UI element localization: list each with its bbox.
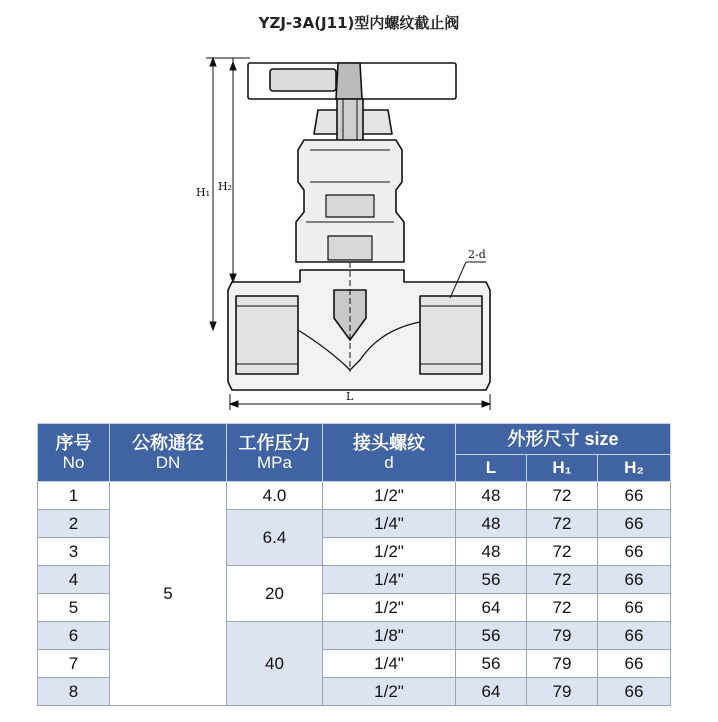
- cell-h2: 66: [598, 622, 671, 650]
- cell-thread: 1/2": [323, 594, 456, 622]
- cell-l: 56: [456, 622, 527, 650]
- cell-h1: 72: [527, 538, 598, 566]
- handle-grip: [270, 69, 336, 91]
- cell-l: 64: [456, 594, 527, 622]
- right-port: [420, 296, 482, 374]
- cell-h2: 66: [598, 538, 671, 566]
- h1-label: H₁: [196, 186, 211, 199]
- cell-thread: 1/8": [323, 622, 456, 650]
- cell-h2: 66: [598, 566, 671, 594]
- page-title: YZJ-3A(J11)型内螺纹截止阀: [258, 14, 460, 32]
- cell-pressure: 40: [227, 622, 323, 706]
- cell-l: 64: [456, 678, 527, 706]
- cell-h1: 79: [527, 650, 598, 678]
- cell-dn: 5: [110, 482, 227, 706]
- header-l: L: [456, 455, 527, 482]
- left-port: [236, 296, 298, 374]
- header-h1: H₁: [527, 455, 598, 482]
- cell-h2: 66: [598, 510, 671, 538]
- cell-l: 56: [456, 650, 527, 678]
- cell-no: 4: [38, 566, 110, 594]
- cell-thread: 1/2": [323, 678, 456, 706]
- cell-thread: 1/4": [323, 566, 456, 594]
- cell-no: 6: [38, 622, 110, 650]
- cell-h1: 79: [527, 678, 598, 706]
- cell-no: 1: [38, 482, 110, 510]
- cell-no: 7: [38, 650, 110, 678]
- cell-thread: 1/2": [323, 482, 456, 510]
- cell-l: 48: [456, 510, 527, 538]
- cell-thread: 1/4": [323, 510, 456, 538]
- header-size: 外形尺寸 size: [456, 424, 671, 455]
- cell-h2: 66: [598, 650, 671, 678]
- cell-l: 56: [456, 566, 527, 594]
- cell-l: 48: [456, 538, 527, 566]
- header-dn: 公称通径 DN: [110, 424, 227, 482]
- cell-h1: 72: [527, 594, 598, 622]
- cell-pressure: 4.0: [227, 482, 323, 510]
- cell-h1: 72: [527, 510, 598, 538]
- cell-h2: 66: [598, 594, 671, 622]
- header-thread: 接头螺纹 d: [323, 424, 456, 482]
- spec-table: [37, 423, 671, 706]
- cell-h1: 79: [527, 622, 598, 650]
- cell-pressure: 6.4: [227, 510, 323, 566]
- cell-thread: 1/4": [323, 650, 456, 678]
- table-row: [38, 482, 671, 510]
- cell-no: 8: [38, 678, 110, 706]
- thread-label: 2-d: [468, 248, 486, 261]
- cell-l: 48: [456, 482, 527, 510]
- cell-pressure: 20: [227, 566, 323, 622]
- stem-top: [336, 63, 362, 99]
- cell-h2: 66: [598, 482, 671, 510]
- cell-no: 3: [38, 538, 110, 566]
- l-label: L: [346, 390, 354, 403]
- cell-h2: 66: [598, 678, 671, 706]
- cell-no: 2: [38, 510, 110, 538]
- cell-h1: 72: [527, 566, 598, 594]
- cell-thread: 1/2": [323, 538, 456, 566]
- h2-label: H₂: [218, 180, 233, 193]
- cell-h1: 72: [527, 482, 598, 510]
- header-h2: H₂: [598, 455, 671, 482]
- header-no: 序号 No: [38, 424, 110, 482]
- header-pressure: 工作压力 MPa: [227, 424, 323, 482]
- cell-no: 5: [38, 594, 110, 622]
